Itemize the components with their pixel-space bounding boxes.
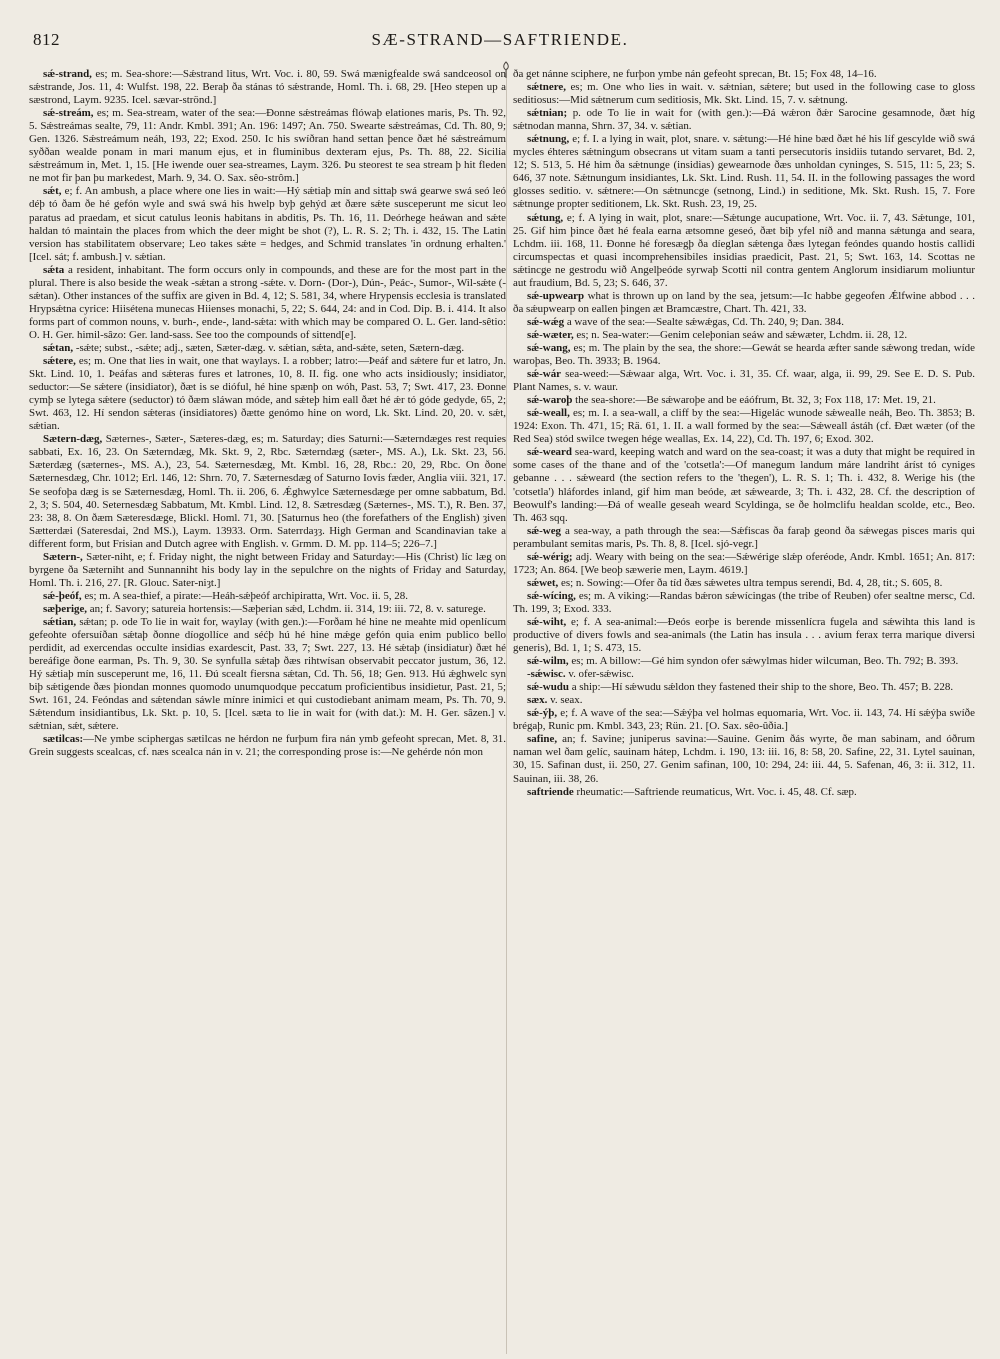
entry-headword: sǽ-wícing, <box>527 589 576 602</box>
dictionary-entry <box>29 68 506 107</box>
entry-headword: Sætern-, <box>43 550 83 563</box>
entry-definition: v. seax. <box>547 694 583 707</box>
entry-headword: sǽ-ýþ, <box>527 707 558 720</box>
entry-headword: sæþerige, <box>43 602 88 615</box>
dictionary-entry <box>29 616 506 733</box>
entry-definition: es; m. Sea-shore:—Sǽstrand litus, Wrt. Voc. i. 80, 59. Swá mænigfealde swá sandceosol on sǽstrande, Jos. 11, 4: Wulfst. 198, 22. Beraþ ða stánas tó sǽstrande, Homl. Th. i. 68, 29. [Heo stepen up a sæstrond, Laym. 9235. Icel. sævar-strönd.] <box>29 68 506 107</box>
entry-definition: e; f. A wave of the sea:—Sǽýþa vel holmas equomaria, Wrt. Voc. ii. 143, 74. Hí sǽýþa swíðe brégaþ, Runic pm. Kmbl. 343, 23; Rün. 21. [O. Sax. sêo-ûðia.] <box>513 707 975 733</box>
entry-definition: sǽtan; p. ode To lie in wait for, waylay (with gen.):—Forðam hé hine ne meahte mid openlícum gefeohte ofersuíðan sǽtaþ ðonne díogollíce and séćþ hú hé hine mǽge gefón quia enim publico bello perdidit, ad exercendas occulte insidias exardescit, Past. 33, 7; Swt. 227, 13. Hé sǽtaþ (insidiatur) ðæt hé bereáfige ðone earman, Ps. Th. 9, 30. Se synfulla sǽtaþ ðæs rihtwísan observabit peccator justum, 36, 12. Hý sǽtiaþ mín susceperunt me, 16, 11. Ðú scealt fiersna sǽtan, Cd. Th. 56, 18; Gen. 913. Hú ǽghwelc syn biþ sǽtigende ðæs þiondan monnes quomodo unumquodque peccatum proficientibus insidietur, Past. 21, 5; Swt. 161, 24. Feóndas and sǽtendan sáwle mínre inimici et qui custodiebant animam meam, Ps. Th. 70, 9. Sǽtendum insidiantibus, Lk. Skt. p. 10, 5. [Icel. sæta to lie in wait for (with dat.): M. H. Ger. sâzen.] v. sǽtnian, sǽt, sǽtere. <box>29 615 506 733</box>
dictionary-entry <box>29 355 506 433</box>
entry-headword: sǽ-waroþ <box>527 394 573 407</box>
dictionary-entry <box>513 316 975 329</box>
entry-definition: v. ofer-sǽwisc. <box>565 668 634 681</box>
entry-definition: es; m. One that lies in wait, one that waylays. I. a robber; latro:—Þeáf and sǽtere fur et latro, Jn. Skt. Lind. 10, 1. Þeáfas and sǽteras fures et latrones, 10, 8. II. fig. one who acts insidiously; insidiator, seductor:—Se sǽtere (insidiator), ðæt is se dióful, hé hine spænþ on wóh, Past. 53, 7; Swt. 417, 23. Ðonne cymþ se lytega sǽtere (seductor) tó ðæm sláwan móde, and sǽteþ him eall ðæt hé ǽr tó góde gedyde, 65, 2; Swt. 463, 12. Hí sendon sǽteras (insidiatores) ðætte genómo hine on word, Lk. Skt. Lind. 20, 20. v. sǽt, sǽtian. <box>29 355 506 433</box>
entry-headword: sǽ-wiht, <box>527 615 567 628</box>
dictionary-entry <box>513 525 975 551</box>
entry-headword: Sætern-dæg, <box>43 433 103 446</box>
entry-definition: es; m. I. a sea-wall, a cliff by the sea:—Higelác wunode sǽwealle neáh, Beo. Th. 3853; B. 1924: Exon. Th. 471, 15; Rä. 61, 1. II. a wall formed by the sea:—Sǽweall ástáh (cf. Ðæt wæter (of the Red Sea) stód swilce twegen hége weallas, Ex. 14, 22), Cd. Th. 197, 6; Exod. 302. <box>513 407 975 446</box>
entry-headword: sǽtnung, <box>527 133 570 146</box>
entry-definition: Sæternes-, Sæter-, Sæteres-dæg, es; m. Saturday; dies Saturni:—Sæterndæges rest requies sabbati, Ex. 16, 23. On Sæterndæg, Mk. Skt. 9, 2, Rbc. Sæterndæg (sæter-, MS. A.), Lk. Skt. 23, 56. Sæterdæg (sæternes-, MS. A.), 23, 54. Sæternesdæg, Mt. Kmbl. 16, 28, Rbc.: 20, 29, Rbc. On ðone Sæternesdæg, Chr. 1012; Erl. 146, 12: Shrn. 70, 7. Sæternesdæg of Saturno Iovis fæder, Anglia viii. 321, 17. Se seofoþa dæg is se Sæternesdæg, Homl. Th. ii. 206, 6. Ǽghwylce Sæternesdæge per omne sabbatum, Bd. 2, 3; S. 504, 40. Seternesdæg Sabbatum, Mt. Kmbl. Lind. 12, 8. Sætresdæg (Sæternes-, MS. T.), R. Ben. 37, 23: 38, 8. On ðæm Sæteresdæge, Blickl. Homl. 71, 30. [Saturnus heo (the forefathers of the English) ȝiven Sætterdæi (Sateresdai, 2nd MS.), Laym. 13933. Orm. Saterrdaȝȝ. High German and Scandinavian take a different form, but Frisian and Dutch agree with English. v. Grmm. D. M. pp. 114–5; 226–7.] <box>29 433 506 550</box>
entry-headword: sǽ-weard <box>527 446 572 459</box>
entry-definition: e; f. An ambush, a place where one lies in wait:—Hý sǽtiaþ mín and sittaþ swá gearwe swá seó leó déþ tó ðam ðe hé gefón wyle and swá swá his hwelp byþ gehýd æt ðære sǽte susceperunt me sicut leo paratus ad praedam, et sicut catulus leonis habitans in abditis, Ps. Th. 16, 11. Deórhege heáwan and sǽte haldan tó maintain the places from which the deer might be shot (?), L. R. S. 2; Th. i. 432, 15. The Latin version has stabilitatem observare; Leo takes sǽte = hedges, and Schmid translates 'in ordnung erhalten.' [Icel. sát; f. ambush.] v. sǽtian. <box>29 185 506 263</box>
entry-headword: sǽ-wár <box>527 368 562 381</box>
entry-headword: sǽtnian; <box>527 107 568 120</box>
dictionary-entry <box>29 433 506 550</box>
column-divider <box>506 68 507 1354</box>
entry-headword: -sǽwisc. <box>527 668 566 681</box>
entry-definition: es; m. Sea-stream, water of the sea:—Ðonne sǽstreámas flówaþ elationes maris, Ps. Th. 92, 5. Sǽstreámas sealte, 79, 11: Andr. Kmbl. 391; An. 196: 1497; An. 750. Swearte sǽstreámas, Cd. Th. 80, 9; Gen. 1326. Sǽstreámum neáh, 193, 22; Exod. 250. Ic his swíðran hand settan þence ðæt hé sǽstreámum syððan wealde ponam in mari manum ejus, et in fluminibus dexteram ejus, Ps. Th. 88, 22. Sicilia sǽstreámum in, Met. 1, 15. [He iwende ouer sea-streames, Laym. 326. Þu steorest te sea stream þ hit fleden ne mot fir þan þu markedest, Marh. 9, 34. O. Sax. sêo-strôm.] <box>29 107 506 185</box>
dictionary-entry <box>513 655 975 668</box>
dictionary-entry <box>29 342 506 355</box>
dictionary-entry <box>513 786 975 799</box>
entry-definition: e; f. A lying in wait, plot, snare:—Sǽtunge aucupatione, Wrt. Voc. ii. 7, 43. Sǽtunge, 101, 25. Gif him þince ðæt hé feala earna ætsomne geseó, ðæt biþ yfel níð and manna sǽtunga and seara, Lchdm. iii. 168, 11. Ðonne hé foresægþ ða díeglan sǽtenga ðæs lytegan feóndes quando hostis callidi circumspectas et quasi incomprehensibiles insidias praedicit, Past. 21, 5; Swt. 163, 14. Scottas ne sǽtincge ne gestrodu wið Angelþeóde syrwaþ Scotti nil contra gentem Anglorum insidiarum moliuntur aut fraudium, Bd. 5, 23; S. 646, 37. <box>513 211 975 289</box>
dictionary-entry <box>513 681 975 694</box>
dictionary-entry <box>513 290 975 316</box>
entry-definition: es; n. Sowing:—Ofer ða tíd ðæs sǽwetes ultra tempus serendi, Bd. 4, 28, tit.; S. 605, 8. <box>558 576 943 589</box>
entry-headword: sǽ-strand, <box>43 68 92 80</box>
right-column <box>513 68 975 1354</box>
entry-headword: sǽtian, <box>43 615 77 628</box>
dictionary-entry <box>513 133 975 211</box>
entry-headword: sǽtan, <box>43 341 74 354</box>
entry-headword: sǽtere, <box>43 355 76 368</box>
entry-definition: a sea-way, a path through the sea:—Sǽfiscas ða faraþ geond ða sǽwegas pisces maris qui perambulant semitas maris, Ps. Th. 8, 8. [Icel. sjó-vegr.] <box>513 524 975 550</box>
entry-headword: safine, <box>527 733 558 746</box>
entry-definition: sea-ward, keeping watch and ward on the sea-coast; it was a duty that might be required in some cases of the thane and of the 'cotsetla':—Of manegum landum máre landriht áríst tó cyniges gebanne . . . sǽweard (the section refers to the 'thegen'), L. R. S. 1; Th. i. 432, 8. Werige his (the 'cotsetla') hláfordes inland, gif him man beóde, æt sǽwearde, 3; Th. i. 432, 28. Cf. the description of Beowulf's landing:—Ðá of wealle geseah weard Scyldinga, se ðe holmclifu healdan scolde, etc., Beo. Th. 463 sqq. <box>513 446 975 524</box>
entry-headword: sǽta <box>43 263 65 276</box>
left-column <box>29 68 506 1354</box>
entry-definition: es; m. A sea-thief, a pirate:—Heáh-sǽþeóf archipiratta, Wrt. Voc. ii. 5, 28. <box>81 589 408 602</box>
entry-headword: sætilcas: <box>43 733 84 746</box>
dictionary-entry <box>29 264 506 342</box>
entry-definition: es; m. The plain by the sea, the shore:—Gewát se hearda æfter sande sǽwong tredan, wíde waroþas, Beo. Th. 3933; B. 1964. <box>513 341 975 368</box>
dictionary-entry <box>513 368 975 394</box>
entry-definition: e; f. A sea-animal:—Ðeós eorþe is berende missenlícra fugela and sǽwihta this land is productive of divers fowls and sea-animals (the Latin has insula . . . avium ferax terra marique diversi generis), Bd. 1, 1; S. 473, 15. <box>513 615 975 655</box>
dictionary-entry <box>513 577 975 590</box>
entry-definition: a resident, inhabitant. The form occurs only in compounds, and these are for the most part in the plural. There is also beside the weak -sǽtan a strong -sǽte. v. Dorn- (Dor-), Dún-, Peác-, Sumor-, Wil-sǽte (-sǽtan). Other instances of the suffix are given in Bd. 4, 12; S. 581, 34, where Hrypensis ecclesia is translated Hrypsǽtna cyrice: Hiisétena munecas Hiienses monachi, 5, 22; S. 644, 24: and in Cod. Dip. B. i. 414. It also forms part of common nouns, v. burh-, ende-, land-sǽta: with which may be compared O. L. Ger. land-sêtio: O. H. Ger. himil-sâzo: Ger. land-sass. See too the compounds of sittend[e]. <box>29 263 506 341</box>
entry-headword: saftriende <box>527 785 574 798</box>
dictionary-entry <box>513 551 975 577</box>
entry-headword: sǽt, <box>43 185 62 198</box>
entry-definition: es; m. One who lies in wait. v. sǽtnian, sǽtere; but used in the following case to gloss seditiosus:—Mid sǽtnerum cum seditiosis, Mk. Skt. Lind. 15, 7. v. sǽtnung. <box>513 81 975 107</box>
dictionary-entry <box>29 590 506 603</box>
entry-definition: a wave of the sea:—Sealte sǽwǽgas, Cd. Th. 240, 9; Dan. 384. <box>564 315 844 328</box>
dictionary-entry <box>29 551 506 590</box>
dictionary-entry <box>513 212 975 290</box>
dictionary-entry <box>29 733 506 759</box>
entry-definition: p. ode To lie in wait for (with gen.):—Ðá wǽron ðǽr Sarocine gesamnode, ðæt híg sǽtnodan manna, Shrn. 37, 34. v. sǽtian. <box>513 107 975 133</box>
entry-definition: adj. Weary with being on the sea:—Sǽwérige slǽp oferéode, Andr. Kmbl. 1651; An. 817: 1723; An. 864. [We beoþ sæwerie men, Laym. 4619.] <box>513 550 975 576</box>
entry-definition: an; f. Savine; juniperus savina:—Sauine. Genim ðás wyrte, ðe man sabinam, and óðrum naman wel ðam gelíc, sauinam hátep, Lchdm. i. 190, 13: iii. 16, 8: 58, 20. Safine, 22, 31. Lytel sauinan, 30, 15. Safinan dust, ii. 250, 27. Genim safinan, 100, 10: 294, 24: iii. 44, 5. Safenan, 46, 3: ii. 312, 11. Sauinan, iii. 38, 26. <box>513 733 975 785</box>
entry-definition: —Ne ymbe sciphergas sætilcas ne hérdon ne furþum fira nán ymb gefeoht sprecan, Met. 8, 31. Grein suggests scealcas, cf. næs scealca nán in v. 21; the corresponding prose is:—Ne gehérde nón mon <box>29 733 506 759</box>
dictionary-entry <box>29 107 506 185</box>
entry-definition: Sæter-niht, e; f. Friday night, the night between Friday and Saturday:—His (Christ) líc læg on byrgene ða Sæterniht and Sunnanniht his body lay in the sepulchre on the nights of Friday and Saturday, Homl. Th. i. 216, 27. [R. Glouc. Sater-niȝt.] <box>29 550 506 589</box>
entry-headword: sǽ-wudu <box>527 681 569 694</box>
entry-headword: sǽtnere, <box>527 81 566 94</box>
dictionary-entry <box>513 81 975 107</box>
entry-headword: sǽ-wæter, <box>527 328 574 341</box>
entry-headword: sǽ-þeóf, <box>43 589 82 602</box>
dictionary-entry <box>29 603 506 616</box>
dictionary-entry <box>513 107 975 133</box>
entry-headword: sǽ-weall, <box>527 407 570 420</box>
dictionary-entry <box>513 329 975 342</box>
entry-definition: -sǽte; subst., -sǽte; adj., sæten, Sæter-dæg. v. sǽtian, sǽta, and-sǽte, seten, Sætern-dæg. <box>73 341 465 354</box>
entry-headword: sǽ-wǽg <box>527 315 565 328</box>
entry-headword: sǽtung, <box>527 211 564 224</box>
dictionary-entry <box>513 394 975 407</box>
entry-headword: sæx. <box>527 694 548 707</box>
entry-definition: an; f. Savory; satureia hortensis:—Sæþerian sǽd, Lchdm. ii. 314, 19: iii. 72, 8. v. saturege. <box>87 602 486 615</box>
dictionary-entry <box>513 733 975 785</box>
entry-definition: sea-weed:—Sǽwaar alga, Wrt. Voc. i. 31, 35. Cf. waar, alga, ii. 99, 29. See E. D. S. Pub. Plant Names, s. v. waur. <box>513 368 975 394</box>
entry-definition: es; m. A viking:—Randas bǽron sǽwícingas (the tribe of Reuben) ofer sealtne mersc, Cd. Th. 199, 3; Exod. 333. <box>513 589 975 615</box>
entry-definition: what is thrown up on land by the sea, jetsum:—Ic habbe gegeofen Ǽlfwine abbod . . . ða sǽupwearp on eallen þingen æt Bramcæstre, Chart. Th. 421, 33. <box>513 289 975 315</box>
entry-definition: e; f. I. a lying in wait, plot, snare. v. sǽtung:—Hé hine bæd ðæt hé his líf gescylde wið swá mycles éhteres sǽtningum obsecrans ut vitam suam a tanti persecutoris insidiis tutando servaret, Bd. 2, 12; S. 513, 5. Hé him ða sǽtnunge (insidias) gewearnode ðæs unholdan cyninges, S. 515, 11: 5, 23; S. 646, 37 note. Sǽtnungum insidiantes, Lk. Skt. Lind. Rush. 11, 54. II. in the following passages the word glosses seditio. v. sǽtnere:—On sǽtnuncge (setnong, Lind.) in seditione, Mk. Skt. Rush. 15, 7. Fore sǽtnunge propter seditionem, Lk. Skt. Rush. 23, 19, 25. <box>513 133 975 211</box>
entry-headword: sǽ-wérig; <box>527 550 573 563</box>
entry-definition: es; m. A billow:—Gé him syndon ofer sǽwylmas hider wilcuman, Beo. Th. 792; B. 393. <box>568 655 959 668</box>
entry-headword: sǽ-streám, <box>43 107 94 120</box>
entry-headword: sǽ-upwearp <box>527 289 585 302</box>
dictionary-entry <box>513 68 975 81</box>
entry-definition: rheumatic:—Saftriende reumaticus, Wrt. Voc. i. 45, 48. Cf. sæp. <box>573 785 857 798</box>
entry-headword: sǽ-wang, <box>527 341 571 354</box>
entry-definition: es; n. Sea-water:—Genim celeþonian seáw and sǽwæter, Lchdm. ii. 28, 12. <box>573 328 908 341</box>
page-number: 812 <box>33 30 60 49</box>
dictionary-entry <box>513 616 975 655</box>
dictionary-entry <box>513 342 975 368</box>
dictionary-entry <box>513 694 975 707</box>
dictionary-entry <box>513 407 975 446</box>
dictionary-entry <box>29 185 506 263</box>
entry-definition: the sea-shore:—Be sǽwaroþe and be eáófrum, Bt. 32, 3; Fox 118, 17: Met. 19, 21. <box>572 394 936 407</box>
entry-headword: sǽ-wilm, <box>527 655 569 668</box>
running-head: SÆ-STRAND—SAFTRIENDE. <box>371 30 629 49</box>
entry-definition: a ship:—Hí sǽwudu sǽldon they fastened their ship to the shore, Beo. Th. 457; B. 228. <box>568 681 954 694</box>
entry-headword: sǽ-weg <box>527 524 562 537</box>
dictionary-entry <box>513 446 975 524</box>
dictionary-entry <box>513 590 975 616</box>
dictionary-entry <box>513 668 975 681</box>
dictionary-entry <box>513 707 975 733</box>
entry-definition: ða get nánne sciphere, ne furþon ymbe nán gefeoht sprecan, Bt. 15; Fox 48, 14–16. <box>513 68 877 80</box>
entry-headword: sǽwet, <box>527 576 559 589</box>
